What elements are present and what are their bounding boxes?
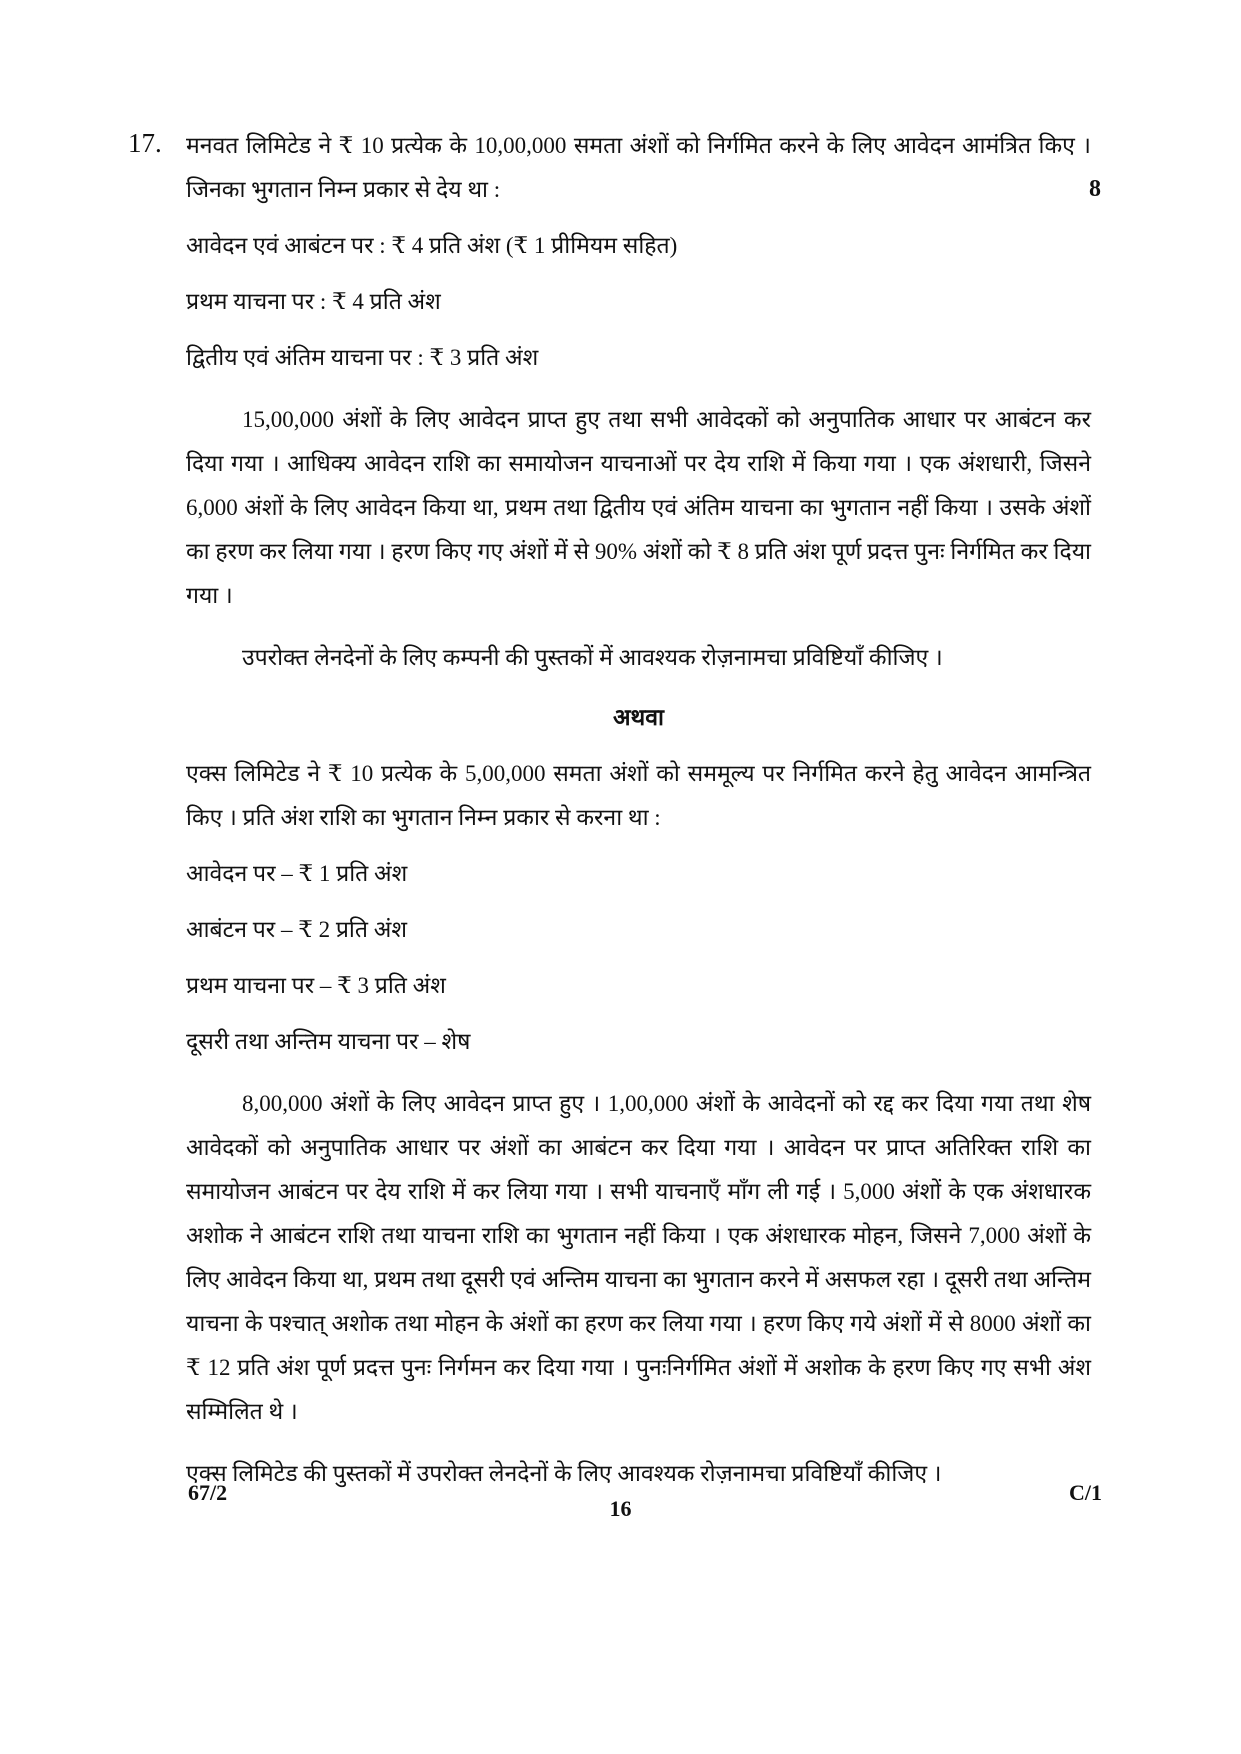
alternative-payment-term: प्रथम याचना पर – ₹ 3 प्रति अंश — [186, 973, 446, 998]
alternative-instruction: एक्स लिमिटेड की पुस्तकों में उपरोक्त लेनदेनों के लिए आवश्यक रोज़नामचा प्रविष्टियाँ कीजिए । — [186, 1461, 942, 1486]
question-intro: मनवत लिमिटेड ने ₹ 10 प्रत्येक के 10,00,000 समता अंशों को निर्गमित करने के लिए आवेदन आमंत्रित किए । जिनका भुगतान निम्न प्रकार से देय था : — [186, 133, 1091, 202]
question-number: 17. — [128, 128, 162, 158]
alternative-body: 8,00,000 अंशों के लिए आवेदन प्राप्त हुए । 1,00,000 अंशों के आवेदनों को रद्द कर दिया गया तथा शेष आवेदकों को अनुपातिक आधार पर अंशों का आबंटन कर दिया गया । आवेदन पर प्राप्त अतिरिक्त राशि का समायोजन आबंटन पर देय राशि में कर लिया गया । सभी याचनाएँ माँग ली गई । 5,000 अंशों के एक अंशधारक अशोक ने आबंटन राशि तथा याचना राशि का भुगतान नहीं किया । एक अंशधारक मोहन, जिसने 7,000 अंशों के लिए आवेदन किया था, प्रथम तथा दूसरी एवं अन्तिम याचना का भुगतान करने में असफल रहा । दूसरी तथा अन्तिम याचना के पश्चात् अशोक तथा मोहन के अंशों का हरण कर लिया गया । हरण किए गये अंशों में से 8000 अंशों का ₹ 12 प्रति अंश पूर्ण प्रदत्त पुनः निर्गमन कर दिया गया । पुनःनिर्गमित अंशों में अशोक के हरण किए गए सभी अंश सम्मिलित थे । — [186, 1091, 1091, 1424]
question-marks: 8 — [1089, 176, 1101, 202]
payment-term: प्रथम याचना पर : ₹ 4 प्रति अंश — [186, 289, 441, 314]
paper-set: C/1 — [1069, 1480, 1102, 1505]
alternative-intro: एक्स लिमिटेड ने ₹ 10 प्रत्येक के 5,00,000 समता अंशों को सममूल्य पर निर्गमित करने हेतु आवेदन आमन्त्रित किए । प्रति अंश राशि का भुगतान निम्न प्रकार से करना था : — [186, 761, 1091, 830]
alternative-payment-term: दूसरी तथा अन्तिम याचना पर – शेष — [186, 1029, 471, 1054]
question-body: 15,00,000 अंशों के लिए आवेदन प्राप्त हुए तथा सभी आवेदकों को अनुपातिक आधार पर आबंटन कर दिया गया । आधिक्य आवेदन राशि का समायोजन याचनाओं पर देय राशि में किया गया । एक अंशधारी, जिसने 6,000 अंशों के लिए आवेदन किया था, प्रथम तथा द्वितीय एवं अंतिम याचना का भुगतान नहीं किया । उसके अंशों का हरण कर लिया गया । हरण किए गए अंशों में से 90% अंशों को ₹ 8 प्रति अंश पूर्ण प्रदत्त पुनः निर्गमित कर दिया गया । — [186, 407, 1091, 608]
alternative-payment-term: आबंटन पर – ₹ 2 प्रति अंश — [186, 917, 407, 942]
alternative-payment-term: आवेदन पर – ₹ 1 प्रति अंश — [186, 861, 408, 886]
payment-term: आवेदन एवं आबंटन पर : ₹ 4 प्रति अंश (₹ 1 प्रीमियम सहित) — [186, 233, 678, 258]
paper-code: 67/2 — [188, 1480, 228, 1505]
page-number: 16 — [609, 1496, 632, 1521]
question-instruction: उपरोक्त लेनदेनों के लिए कम्पनी की पुस्तकों में आवश्यक रोज़नामचा प्रविष्टियाँ कीजिए । — [242, 645, 943, 670]
question-content — [186, 124, 1091, 1496]
or-separator: अथवा — [612, 705, 664, 730]
payment-term: द्वितीय एवं अंतिम याचना पर : ₹ 3 प्रति अंश — [186, 345, 539, 370]
